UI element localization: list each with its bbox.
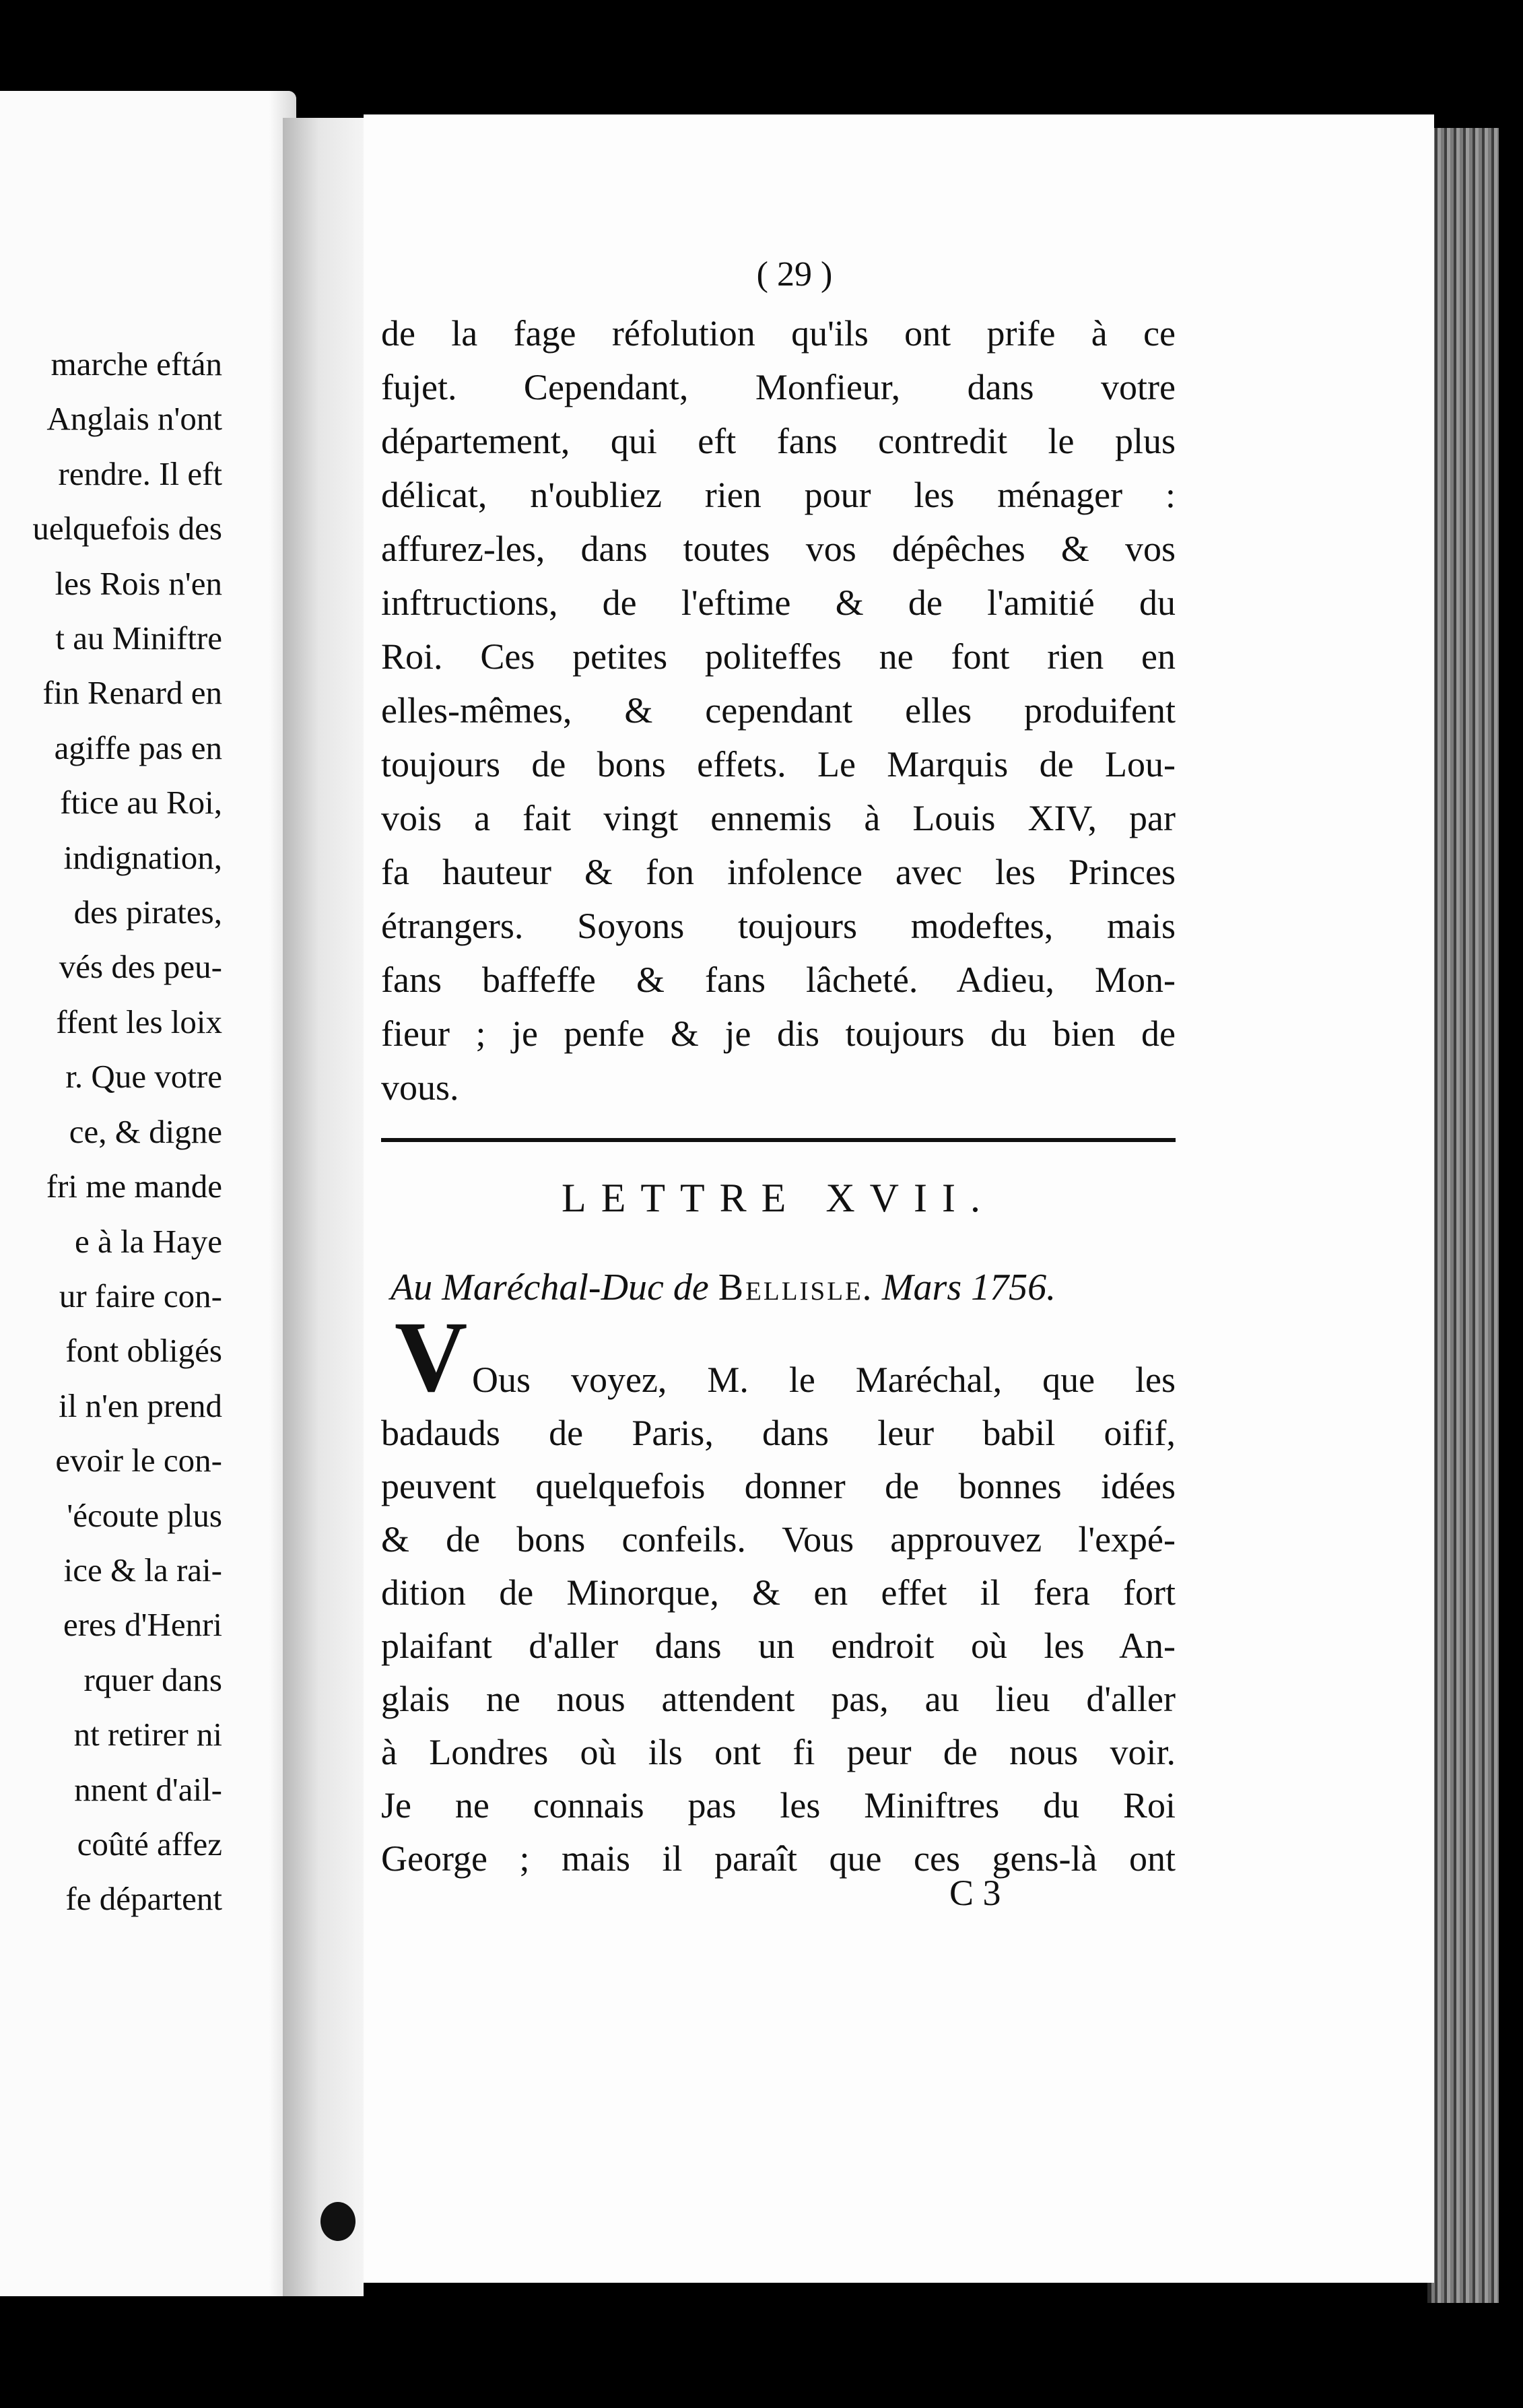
left-line: agiffe pas en bbox=[54, 729, 222, 766]
left-line: fin Renard en bbox=[42, 674, 222, 712]
book-fore-edge bbox=[1427, 128, 1499, 2303]
left-page-text bbox=[0, 337, 222, 1927]
drop-cap: V bbox=[395, 1301, 468, 1413]
ink-blot bbox=[320, 2202, 356, 2241]
letter-line: à Londres où ils ont fi peur de nous voir. bbox=[381, 1732, 1176, 1772]
left-line: des pirates, bbox=[73, 894, 222, 931]
left-line: marche eftán bbox=[50, 345, 222, 382]
body-line: délicat, n'oubliez rien pour les ménager : bbox=[381, 475, 1176, 515]
left-page bbox=[0, 91, 296, 2296]
body-line: département, qui eft fans contredit le plus bbox=[381, 421, 1176, 461]
letter-line: plaifant d'aller dans un endroit où les An- bbox=[381, 1626, 1176, 1666]
addressee-date: . Mars 1756. bbox=[862, 1267, 1056, 1308]
left-line: font obligés bbox=[65, 1332, 222, 1370]
signature-mark: C 3 bbox=[949, 1873, 1001, 1913]
page-number: ( 29 ) bbox=[756, 255, 833, 294]
body-line: toujours de bons effets. Le Marquis de Lou- bbox=[381, 744, 1176, 784]
left-line: ice & la rai- bbox=[63, 1551, 222, 1588]
left-line: ftice au Roi, bbox=[60, 784, 222, 822]
letter-heading: LETTRE XVII. bbox=[562, 1176, 995, 1220]
left-line: fe départent bbox=[65, 1880, 222, 1918]
left-line: t au Miniftre bbox=[55, 620, 222, 657]
letter-line: dition de Minorque, & en effet il fera fort bbox=[381, 1572, 1176, 1613]
letter-line: badauds de Paris, dans leur babil oifif, bbox=[381, 1413, 1176, 1453]
left-line: uelquefois des bbox=[32, 510, 222, 547]
body-line: fujet. Cependant, Monfieur, dans votre bbox=[381, 367, 1176, 407]
letter-line: & de bons confeils. Vous approuvez l'expé- bbox=[381, 1519, 1176, 1560]
left-line: e à la Haye bbox=[75, 1222, 222, 1260]
letter-line: glais ne nous attendent pas, au lieu d'aller bbox=[381, 1679, 1176, 1719]
left-line: les Rois n'en bbox=[55, 564, 222, 602]
addressee-prefix: Au Maréchal-Duc de bbox=[391, 1267, 718, 1308]
left-line: ur faire con- bbox=[59, 1277, 222, 1314]
body-line: fans baffeffe & fans lâcheté. Adieu, Mon- bbox=[381, 960, 1176, 1000]
body-line: fieur ; je penfe & je dis toujours du bien de bbox=[381, 1013, 1176, 1054]
left-line: coûté affez bbox=[77, 1825, 222, 1863]
left-line: r. Que votre bbox=[65, 1058, 222, 1096]
left-line: vés des peu- bbox=[59, 948, 222, 986]
left-line: rendre. Il eft bbox=[58, 455, 222, 492]
body-line: vous. bbox=[381, 1067, 459, 1108]
section-divider-rule bbox=[381, 1138, 1176, 1142]
left-line: indignation, bbox=[63, 838, 222, 876]
letter-line: Je ne connais pas les Miniftres du Roi bbox=[381, 1785, 1176, 1826]
body-line: Roi. Ces petites politeffes ne font rien en bbox=[381, 636, 1176, 677]
body-line: vois a fait vingt ennemis à Louis XIV, par bbox=[381, 798, 1176, 838]
body-line: elles-mêmes, & cependant elles produifent bbox=[381, 690, 1176, 731]
letter-line: Ous voyez, M. le Maréchal, que les bbox=[472, 1360, 1176, 1400]
letter-continuation-text bbox=[381, 306, 1176, 1114]
body-line: étrangers. Soyons toujours modeftes, mais bbox=[381, 906, 1176, 946]
body-line: affurez-les, dans toutes vos dépêches & vos bbox=[381, 529, 1176, 569]
letter-addressee bbox=[391, 1266, 1178, 1309]
left-line: eres d'Henri bbox=[63, 1606, 222, 1644]
body-line: de la fage réfolution qu'ils ont prife à ce bbox=[381, 313, 1176, 354]
left-line: Anglais n'ont bbox=[46, 400, 222, 438]
left-line: il n'en prend bbox=[59, 1386, 222, 1424]
left-line: nt retirer ni bbox=[73, 1716, 222, 1753]
addressee-name: Bellisle bbox=[718, 1267, 863, 1308]
letter-xvii-text bbox=[381, 1353, 1176, 1885]
body-line: inftructions, de l'eftime & de l'amitié du bbox=[381, 582, 1176, 623]
left-line: evoir le con- bbox=[55, 1442, 222, 1479]
left-line: 'écoute plus bbox=[67, 1496, 222, 1534]
letter-line: George ; mais il paraît que ces gens-là ont bbox=[381, 1838, 1176, 1879]
letter-line: peuvent quelquefois donner de bonnes idées bbox=[381, 1466, 1176, 1506]
left-line: ffent les loix bbox=[56, 1003, 222, 1040]
left-line: nnent d'ail- bbox=[74, 1770, 222, 1808]
body-line: fa hauteur & fon infolence avec les Princes bbox=[381, 852, 1176, 892]
left-line: ce, & digne bbox=[69, 1112, 222, 1150]
left-line: rquer dans bbox=[83, 1661, 222, 1698]
book-gutter bbox=[283, 118, 364, 2296]
left-line: fri me mande bbox=[46, 1168, 222, 1205]
